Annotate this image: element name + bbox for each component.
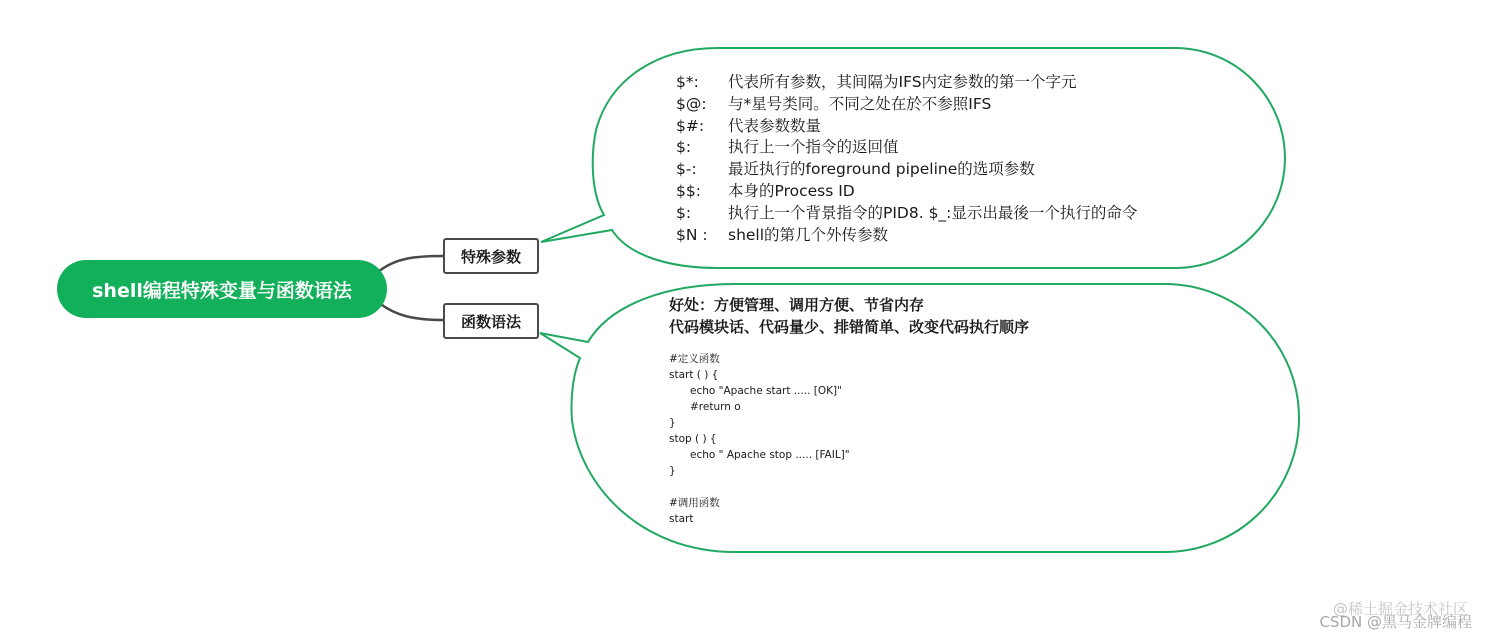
- branch-function-syntax[interactable]: [443, 303, 539, 339]
- root-topic-label: shell编程特殊变量与函数语法: [92, 279, 352, 302]
- juejin-watermark: @稀土掘金技术社区: [1332, 600, 1468, 618]
- branch-special-params[interactable]: [443, 238, 539, 274]
- code-line: }: [669, 417, 676, 429]
- connector-to-special-params: [378, 256, 443, 272]
- code-line: echo " Apache stop ..... [FAIL]": [690, 449, 850, 461]
- special-param-row: [676, 225, 1137, 247]
- code-blank-line: [669, 479, 850, 495]
- param-symbol: $$:: [676, 181, 701, 200]
- special-param-row: [676, 137, 1137, 159]
- csdn-watermark: CSDN @黑马金牌编程: [1319, 613, 1472, 631]
- function-benefits: [669, 294, 1029, 338]
- special-param-row: [676, 94, 1137, 116]
- code-comment: #定义函数: [669, 353, 720, 365]
- code-line: echo "Apache start ..... [OK]": [690, 385, 842, 397]
- param-description: 与*星号类同。不同之处在於不参照IFS: [728, 94, 992, 113]
- special-param-row: [676, 116, 1137, 138]
- param-symbol: $#:: [676, 116, 705, 135]
- param-description: shell的第几个外传参数: [728, 225, 889, 244]
- special-param-row: [676, 72, 1137, 94]
- code-line: }: [669, 465, 676, 477]
- param-symbol: $-:: [676, 160, 697, 179]
- special-param-row: [676, 159, 1137, 181]
- special-param-row: [676, 203, 1137, 225]
- code-line: #return o: [690, 401, 741, 413]
- special-param-row: [676, 181, 1137, 203]
- code-line: start: [669, 513, 694, 525]
- connector-to-function-syntax: [378, 302, 443, 320]
- code-line: stop ( ) {: [669, 433, 717, 445]
- param-description: 最近执行的foreground pipeline的选项参数: [728, 160, 1035, 179]
- param-symbol: $:: [676, 203, 692, 222]
- param-description: 执行上一个指令的返回值: [728, 138, 899, 157]
- param-description: 代表所有参数，其间隔为IFS内定参数的第一个字元: [728, 73, 1077, 91]
- param-symbol: $:: [676, 138, 692, 157]
- benefit-line: 代码模块话、代码量少、排错简单、改变代码执行顺序: [669, 318, 1030, 336]
- param-description: 本身的Process ID: [728, 181, 855, 200]
- root-topic[interactable]: [57, 260, 387, 318]
- function-code-sample: [669, 351, 850, 527]
- param-symbol: $@:: [676, 94, 707, 113]
- special-params-list: [676, 72, 1137, 246]
- branch-special-params-label: 特殊参数: [460, 247, 521, 266]
- branch-function-syntax-label: 函数语法: [460, 312, 521, 331]
- benefit-line: 好处：方便管理、调用方便、节省内存: [669, 296, 925, 314]
- param-symbol: $*:: [676, 73, 699, 91]
- param-description: 代表参数数量: [728, 116, 822, 135]
- code-comment: #调用函数: [669, 497, 720, 509]
- param-description: 执行上一个背景指令的PID8. $_:显示出最後一个执行的命令: [728, 203, 1138, 222]
- code-line: start ( ) {: [669, 369, 719, 381]
- param-symbol: $N :: [676, 225, 708, 244]
